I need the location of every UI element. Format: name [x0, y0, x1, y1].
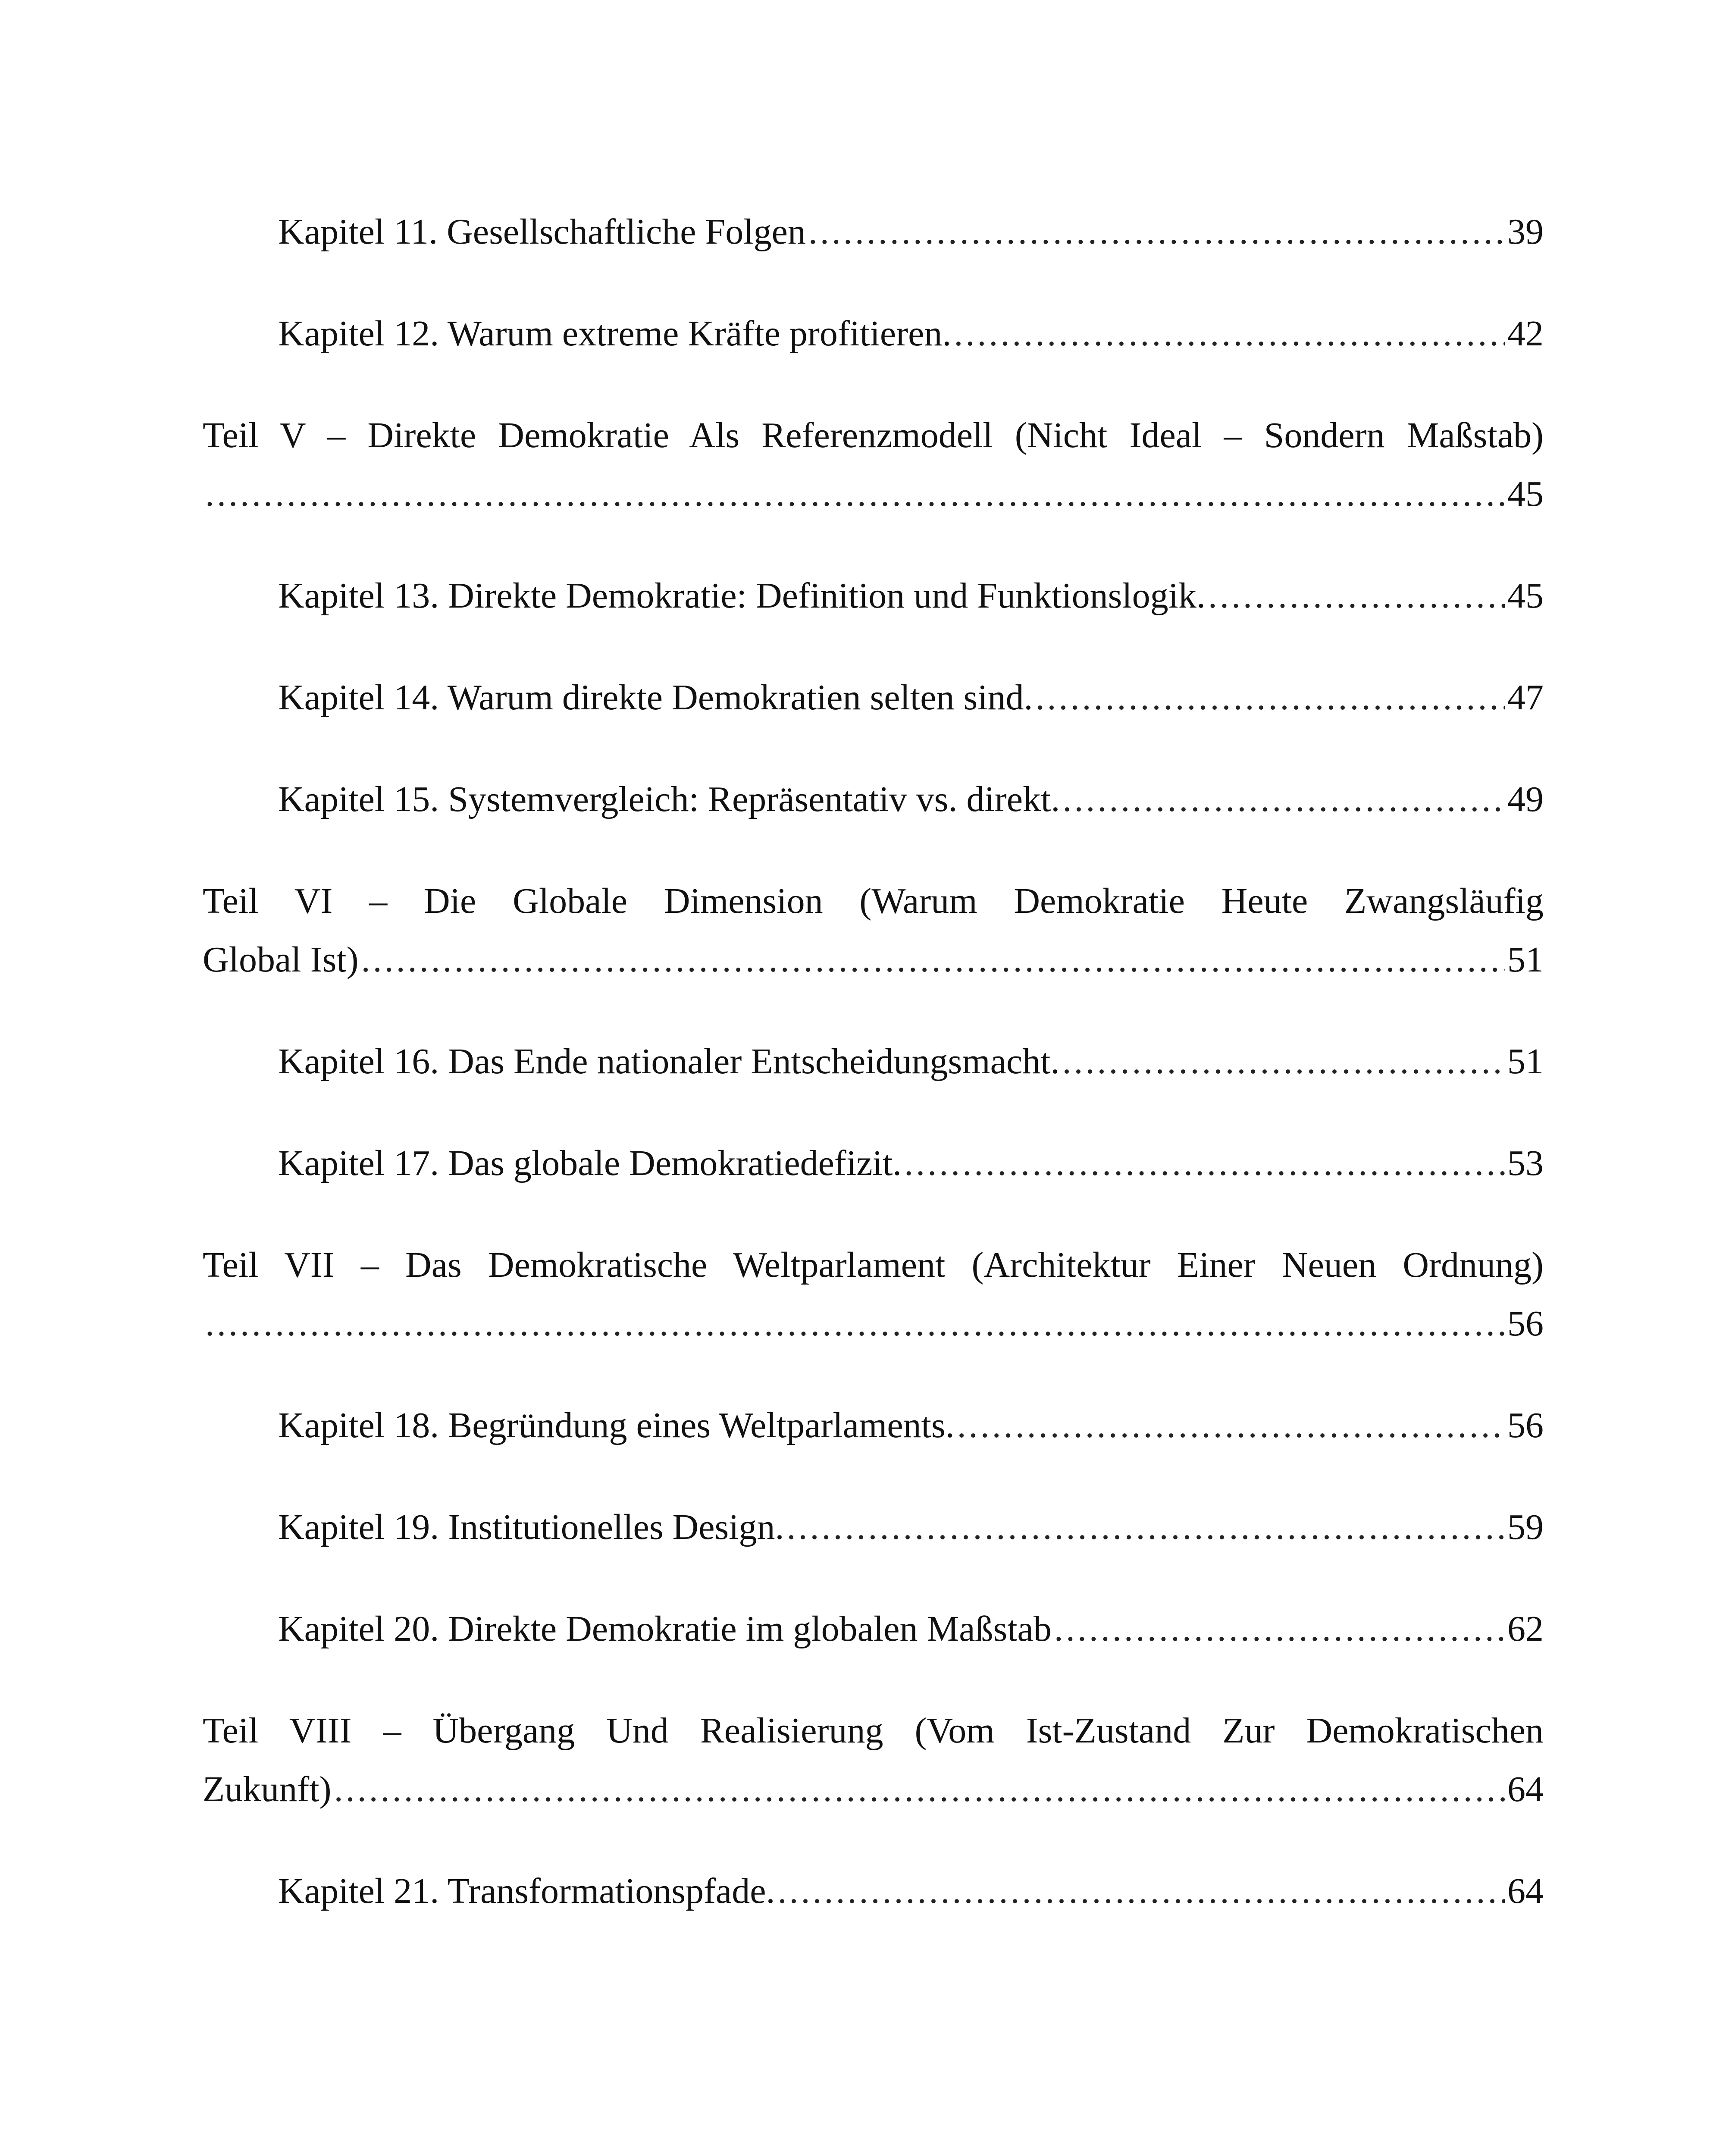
dot-leader: [1054, 1600, 1505, 1658]
dot-leader: [1062, 1032, 1505, 1091]
toc-page-number: 42: [1507, 313, 1544, 354]
toc-entry-title: Kapitel 18. Begründung eines Weltparlaments.: [278, 1405, 955, 1445]
toc-entry-kapitel-19[interactable]: [203, 1498, 1544, 1557]
toc-page-number: 56: [1507, 1304, 1544, 1344]
toc-page-number: 39: [1507, 212, 1544, 252]
dot-leader: [205, 1294, 1505, 1353]
toc-page-number: 53: [1507, 1143, 1544, 1183]
toc-entry-title: Kapitel 21. Transformationspfade.: [278, 1871, 775, 1911]
toc-part-title-continued: Global Ist): [203, 940, 359, 980]
toc-page-number: 51: [1507, 1041, 1544, 1081]
toc-entry-kapitel-18[interactable]: [203, 1396, 1544, 1455]
toc-page-number: 56: [1507, 1405, 1544, 1445]
toc-entry-title: Kapitel 17. Das globale Demokratiedefizit.: [278, 1143, 902, 1183]
table-of-contents: [203, 203, 1544, 1964]
toc-part-title-continued: Zukunft): [203, 1769, 332, 1809]
toc-entry-teil-viii[interactable]: [203, 1702, 1544, 1819]
toc-entry-teil-v[interactable]: [203, 406, 1544, 523]
dot-leader: [778, 1862, 1505, 1921]
toc-entry-kapitel-12[interactable]: [203, 304, 1544, 363]
toc-page-number: 64: [1507, 1769, 1544, 1809]
dot-leader: [787, 1498, 1505, 1557]
toc-entry-kapitel-15[interactable]: [203, 770, 1544, 829]
toc-entry-kapitel-17[interactable]: [203, 1134, 1544, 1193]
toc-entry-title: Kapitel 12. Warum extreme Kräfte profitieren.: [278, 313, 952, 354]
toc-page-number: 64: [1507, 1871, 1544, 1911]
toc-part-title: Teil V – Direkte Demokratie Als Referenzmodell (Nicht Ideal – Sondern Maßstab): [203, 415, 1544, 455]
toc-entry-kapitel-16[interactable]: [203, 1032, 1544, 1091]
toc-entry-kapitel-20[interactable]: [203, 1600, 1544, 1658]
toc-page-number: 45: [1507, 576, 1544, 616]
dot-leader: [1062, 770, 1505, 829]
toc-page-number: 49: [1507, 779, 1544, 819]
toc-page-number: 45: [1507, 474, 1544, 514]
toc-entry-title: Kapitel 15. Systemvergleich: Repräsentativ vs. direkt.: [278, 779, 1060, 819]
dot-leader: [957, 1396, 1505, 1455]
dot-leader: [334, 1760, 1505, 1819]
toc-entry-title: Kapitel 14. Warum direkte Demokratien selten sind.: [278, 677, 1033, 718]
toc-page-number: 47: [1507, 677, 1544, 718]
dot-leader: [1208, 567, 1505, 625]
toc-entry-title: Kapitel 11. Gesellschaftliche Folgen: [278, 212, 806, 252]
dot-leader: [1036, 668, 1505, 727]
toc-part-title: Teil VI – Die Globale Dimension (Warum Demokratie Heute Zwangsläufig: [203, 881, 1544, 921]
toc-entry-kapitel-11[interactable]: [203, 203, 1544, 261]
toc-part-title: Teil VII – Das Demokratische Weltparlament (Architektur Einer Neuen Ordnung): [203, 1245, 1544, 1285]
toc-page-number: 51: [1507, 940, 1544, 980]
dot-leader: [954, 304, 1505, 363]
toc-entry-teil-vii[interactable]: [203, 1236, 1544, 1353]
toc-entry-kapitel-14[interactable]: [203, 668, 1544, 727]
toc-entry-teil-vi[interactable]: [203, 872, 1544, 989]
toc-entry-title: Kapitel 19. Institutionelles Design.: [278, 1507, 784, 1547]
dot-leader: [205, 465, 1505, 523]
dot-leader: [361, 931, 1505, 989]
toc-entry-title: Kapitel 13. Direkte Demokratie: Definition und Funktionslogik.: [278, 576, 1206, 616]
dot-leader: [808, 203, 1505, 261]
toc-entry-kapitel-21[interactable]: [203, 1862, 1544, 1921]
toc-page-number: 62: [1507, 1609, 1544, 1649]
toc-part-title: Teil VIII – Übergang Und Realisierung (Vom Ist-Zustand Zur Demokratischen: [203, 1711, 1544, 1751]
toc-entry-title: Kapitel 20. Direkte Demokratie im globalen Maßstab: [278, 1609, 1052, 1649]
toc-entry-title: Kapitel 16. Das Ende nationaler Entscheidungsmacht.: [278, 1041, 1060, 1081]
toc-page-number: 59: [1507, 1507, 1544, 1547]
toc-entry-kapitel-13[interactable]: [203, 567, 1544, 625]
dot-leader: [904, 1134, 1505, 1193]
